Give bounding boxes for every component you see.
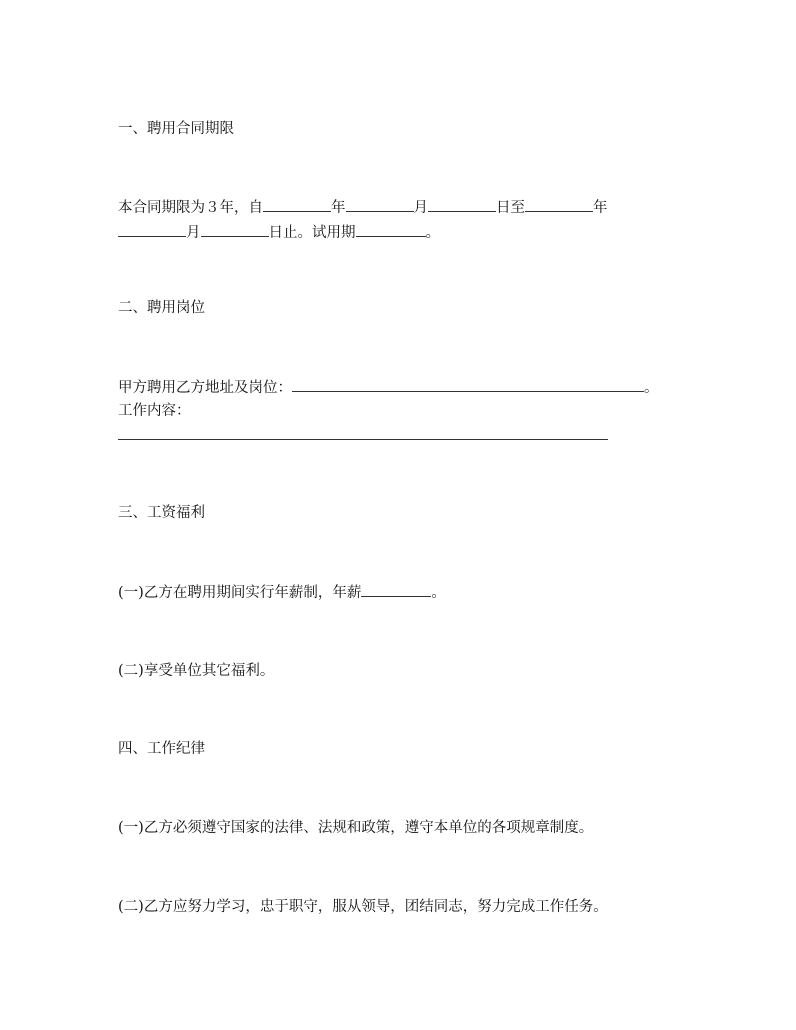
day-to-label: 日至 (496, 200, 525, 216)
period-mark: 。 (644, 380, 659, 396)
benefits-text: (二)享受单位其它福利。 (118, 663, 275, 679)
heading-text: 三、工资福利 (118, 505, 205, 521)
section-1-heading (118, 119, 234, 139)
position-line (118, 377, 659, 398)
month-label: 月 (413, 200, 428, 216)
month-label-2: 月 (186, 225, 201, 241)
end-month-blank[interactable] (118, 222, 186, 237)
year-label-2: 年 (593, 200, 608, 216)
salary-line (118, 582, 446, 603)
year-label: 年 (331, 200, 346, 216)
start-month-blank[interactable] (346, 197, 414, 212)
end-year-blank[interactable] (525, 197, 593, 212)
discipline-item-1 (118, 818, 593, 838)
work-content-blank[interactable] (118, 439, 608, 440)
position-label: 甲方聘用乙方地址及岗位： (118, 380, 292, 396)
probation-blank[interactable] (356, 222, 426, 237)
discipline-item-2 (118, 897, 608, 917)
salary-blank[interactable] (361, 582, 431, 597)
day-end-probation-label: 日止。试用期 (268, 225, 356, 241)
term-paragraph-line-2 (118, 222, 440, 243)
work-content-label-line (118, 401, 191, 421)
heading-text: 一、聘用合同期限 (118, 121, 234, 137)
term-paragraph-line-1 (118, 197, 608, 218)
salary-text: (一)乙方在聘用期间实行年薪制，年薪 (118, 585, 362, 601)
heading-text: 四、工作纪律 (118, 741, 205, 757)
discipline-text-1: (一)乙方必须遵守国家的法律、法规和政策，遵守本单位的各项规章制度。 (118, 820, 594, 836)
position-blank[interactable] (292, 377, 644, 392)
section-4-heading (118, 739, 205, 759)
benefits-line (118, 661, 274, 681)
start-day-blank[interactable] (428, 197, 496, 212)
end-day-blank[interactable] (201, 222, 269, 237)
term-text: 本合同期限为３年，自 (118, 200, 263, 216)
heading-text: 二、聘用岗位 (118, 300, 205, 316)
discipline-text-2: (二)乙方应努力学习，忠于职守，服从领导，团结同志，努力完成工作任务。 (118, 899, 608, 915)
period-mark: 。 (431, 585, 446, 601)
section-2-heading (118, 298, 205, 318)
start-year-blank[interactable] (263, 197, 331, 212)
period-mark: 。 (425, 225, 440, 241)
section-3-heading (118, 503, 205, 523)
work-content-label: 工作内容： (118, 403, 191, 419)
